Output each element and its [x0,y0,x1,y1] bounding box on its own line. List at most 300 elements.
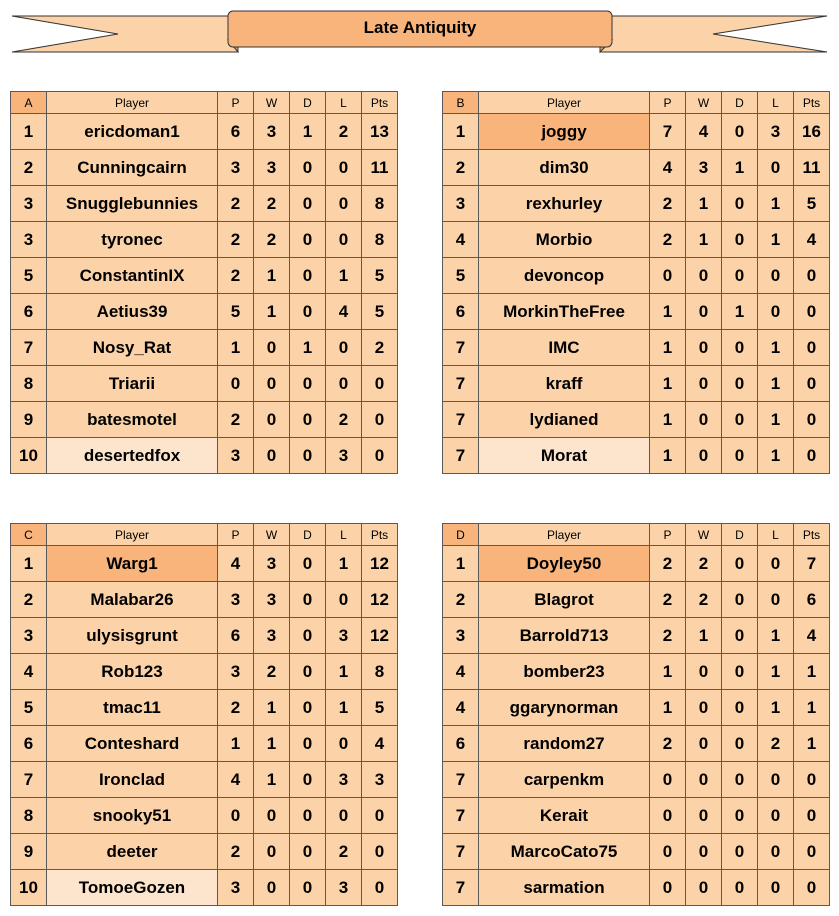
pts-cell: 0 [794,438,830,474]
p-cell: 0 [650,762,686,798]
position-cell: 1 [11,114,47,150]
position-cell: 6 [11,726,47,762]
header-row [11,524,398,546]
player-name-cell: Aetius39 [47,294,218,330]
w-cell: 3 [254,546,290,582]
player-name-cell: rexhurley [479,186,650,222]
player-name-cell: Morat [479,438,650,474]
p-cell: 2 [650,546,686,582]
table-row [443,690,830,726]
column-header-l: L [326,92,362,114]
pts-cell: 0 [794,870,830,906]
player-name-cell: MorkinTheFree [479,294,650,330]
column-header-w: W [686,524,722,546]
l-cell: 0 [758,150,794,186]
table-row [11,654,398,690]
column-header-w: W [254,524,290,546]
player-name-cell: desertedfox [47,438,218,474]
pts-cell: 0 [362,366,398,402]
position-cell: 2 [443,150,479,186]
p-cell: 2 [650,582,686,618]
pts-cell: 0 [362,834,398,870]
w-cell: 1 [686,618,722,654]
l-cell: 2 [758,726,794,762]
player-name-cell: sarmation [479,870,650,906]
d-cell: 0 [290,222,326,258]
table-row [443,834,830,870]
p-cell: 3 [218,150,254,186]
pts-cell: 3 [362,762,398,798]
w-cell: 1 [686,222,722,258]
p-cell: 1 [650,402,686,438]
d-cell: 1 [290,330,326,366]
table-row [11,762,398,798]
l-cell: 0 [758,582,794,618]
table-row [443,582,830,618]
table-row [11,618,398,654]
position-cell: 3 [11,186,47,222]
position-cell: 1 [443,546,479,582]
pts-cell: 5 [362,294,398,330]
p-cell: 0 [650,834,686,870]
player-name-cell: deeter [47,834,218,870]
d-cell: 0 [290,834,326,870]
table-row [443,222,830,258]
d-cell: 0 [290,726,326,762]
pts-cell: 0 [794,762,830,798]
table-row [11,330,398,366]
p-cell: 0 [650,798,686,834]
pts-cell: 0 [362,438,398,474]
pts-cell: 0 [794,798,830,834]
p-cell: 1 [650,438,686,474]
header-row [11,92,398,114]
position-cell: 3 [443,618,479,654]
table-row [443,294,830,330]
p-cell: 2 [650,186,686,222]
table-row [443,438,830,474]
table-row [443,798,830,834]
table-row [11,726,398,762]
w-cell: 0 [686,402,722,438]
pts-cell: 4 [794,222,830,258]
p-cell: 4 [218,546,254,582]
p-cell: 1 [218,330,254,366]
pts-cell: 0 [794,834,830,870]
p-cell: 2 [218,258,254,294]
p-cell: 4 [218,762,254,798]
d-cell: 0 [290,870,326,906]
l-cell: 1 [758,654,794,690]
d-cell: 0 [722,438,758,474]
p-cell: 0 [218,366,254,402]
d-cell: 0 [722,870,758,906]
pts-cell: 12 [362,582,398,618]
player-name-cell: lydianed [479,402,650,438]
l-cell: 2 [326,402,362,438]
table-row [443,402,830,438]
column-header-pts: Pts [362,524,398,546]
l-cell: 3 [326,870,362,906]
table-row [11,870,398,906]
position-cell: 5 [11,690,47,726]
group-table-b [442,91,830,474]
position-cell: 4 [11,654,47,690]
position-cell: 7 [443,762,479,798]
column-header-p: P [218,524,254,546]
table-row [11,582,398,618]
group-label: C [11,524,47,546]
l-cell: 0 [326,798,362,834]
l-cell: 3 [758,114,794,150]
w-cell: 0 [686,834,722,870]
player-name-cell: snooky51 [47,798,218,834]
table-row [11,834,398,870]
column-header-d: D [722,524,758,546]
d-cell: 0 [722,402,758,438]
d-cell: 0 [722,222,758,258]
l-cell: 3 [326,762,362,798]
w-cell: 2 [686,546,722,582]
column-header-l: L [326,524,362,546]
d-cell: 0 [290,366,326,402]
column-header-player: Player [479,92,650,114]
table-row [443,762,830,798]
position-cell: 7 [11,762,47,798]
w-cell: 1 [254,294,290,330]
player-name-cell: Rob123 [47,654,218,690]
d-cell: 0 [290,690,326,726]
position-cell: 6 [443,726,479,762]
l-cell: 1 [758,690,794,726]
pts-cell: 13 [362,114,398,150]
table-row [443,114,830,150]
header-row [443,524,830,546]
d-cell: 0 [290,150,326,186]
position-cell: 9 [11,834,47,870]
d-cell: 0 [290,294,326,330]
d-cell: 0 [722,726,758,762]
position-cell: 3 [11,618,47,654]
pts-cell: 11 [362,150,398,186]
l-cell: 1 [758,438,794,474]
p-cell: 1 [650,690,686,726]
l-cell: 0 [758,258,794,294]
d-cell: 0 [722,798,758,834]
table-row [11,294,398,330]
l-cell: 0 [326,366,362,402]
l-cell: 1 [326,654,362,690]
p-cell: 2 [218,690,254,726]
pts-cell: 0 [794,330,830,366]
pts-cell: 7 [794,546,830,582]
player-name-cell: batesmotel [47,402,218,438]
pts-cell: 12 [362,546,398,582]
pts-cell: 1 [794,726,830,762]
pts-cell: 4 [362,726,398,762]
table-row [11,798,398,834]
w-cell: 0 [254,330,290,366]
position-cell: 10 [11,438,47,474]
table-row [11,186,398,222]
p-cell: 7 [650,114,686,150]
player-name-cell: Doyley50 [479,546,650,582]
column-header-pts: Pts [362,92,398,114]
p-cell: 1 [218,726,254,762]
player-name-cell: Blagrot [479,582,650,618]
l-cell: 0 [758,294,794,330]
pts-cell: 6 [794,582,830,618]
d-cell: 0 [722,618,758,654]
player-name-cell: MarcoCato75 [479,834,650,870]
group-table-a [10,91,398,474]
l-cell: 1 [326,546,362,582]
position-cell: 6 [11,294,47,330]
table-row [443,654,830,690]
pts-cell: 0 [362,402,398,438]
w-cell: 3 [686,150,722,186]
player-name-cell: Barrold713 [479,618,650,654]
position-cell: 2 [11,150,47,186]
l-cell: 2 [326,834,362,870]
p-cell: 1 [650,330,686,366]
w-cell: 3 [254,582,290,618]
position-cell: 2 [443,582,479,618]
l-cell: 1 [758,186,794,222]
w-cell: 0 [686,654,722,690]
p-cell: 4 [650,150,686,186]
w-cell: 0 [254,402,290,438]
column-header-p: P [650,92,686,114]
group-label: A [11,92,47,114]
d-cell: 0 [722,186,758,222]
player-name-cell: devoncop [479,258,650,294]
w-cell: 0 [254,366,290,402]
player-name-cell: Morbio [479,222,650,258]
l-cell: 0 [758,834,794,870]
player-name-cell: Warg1 [47,546,218,582]
pts-cell: 5 [794,186,830,222]
position-cell: 1 [443,114,479,150]
p-cell: 2 [218,834,254,870]
group-table-d [442,523,830,906]
player-name-cell: dim30 [479,150,650,186]
column-header-pts: Pts [794,92,830,114]
p-cell: 2 [650,222,686,258]
table-row [443,150,830,186]
d-cell: 0 [290,618,326,654]
column-header-d: D [290,92,326,114]
d-cell: 0 [290,582,326,618]
p-cell: 6 [218,114,254,150]
d-cell: 0 [722,330,758,366]
position-cell: 7 [443,366,479,402]
pts-cell: 1 [794,654,830,690]
l-cell: 0 [326,582,362,618]
pts-cell: 0 [794,258,830,294]
w-cell: 0 [686,690,722,726]
table-row [443,330,830,366]
pts-cell: 0 [794,366,830,402]
player-name-cell: random27 [479,726,650,762]
table-row [443,726,830,762]
column-header-player: Player [47,92,218,114]
d-cell: 0 [722,258,758,294]
position-cell: 4 [443,222,479,258]
table-row [11,690,398,726]
w-cell: 0 [686,258,722,294]
w-cell: 1 [254,690,290,726]
w-cell: 1 [254,762,290,798]
position-cell: 7 [443,834,479,870]
w-cell: 2 [254,222,290,258]
player-name-cell: ggarynorman [479,690,650,726]
player-name-cell: ericdoman1 [47,114,218,150]
group-label: D [443,524,479,546]
l-cell: 3 [326,438,362,474]
pts-cell: 0 [794,402,830,438]
l-cell: 2 [326,114,362,150]
l-cell: 0 [326,186,362,222]
w-cell: 3 [254,150,290,186]
pts-cell: 5 [362,258,398,294]
l-cell: 0 [758,546,794,582]
w-cell: 0 [686,366,722,402]
l-cell: 1 [326,690,362,726]
table-row [443,870,830,906]
w-cell: 0 [686,438,722,474]
l-cell: 1 [758,330,794,366]
p-cell: 1 [650,366,686,402]
column-header-pts: Pts [794,524,830,546]
table-row [11,546,398,582]
w-cell: 3 [254,618,290,654]
p-cell: 1 [650,654,686,690]
d-cell: 1 [722,294,758,330]
player-name-cell: TomoeGozen [47,870,218,906]
d-cell: 0 [290,402,326,438]
position-cell: 7 [443,402,479,438]
w-cell: 0 [686,726,722,762]
pts-cell: 0 [362,870,398,906]
column-header-d: D [290,524,326,546]
column-header-w: W [686,92,722,114]
player-name-cell: carpenkm [479,762,650,798]
l-cell: 0 [326,726,362,762]
player-name-cell: Snugglebunnies [47,186,218,222]
d-cell: 1 [722,150,758,186]
d-cell: 0 [722,762,758,798]
player-name-cell: tmac11 [47,690,218,726]
p-cell: 2 [218,222,254,258]
d-cell: 0 [722,834,758,870]
w-cell: 1 [254,258,290,294]
l-cell: 0 [758,798,794,834]
p-cell: 3 [218,870,254,906]
w-cell: 1 [686,186,722,222]
position-cell: 7 [443,330,479,366]
player-name-cell: Conteshard [47,726,218,762]
position-cell: 2 [11,582,47,618]
column-header-p: P [218,92,254,114]
d-cell: 0 [722,654,758,690]
position-cell: 3 [11,222,47,258]
position-cell: 5 [11,258,47,294]
d-cell: 0 [290,546,326,582]
w-cell: 2 [686,582,722,618]
position-cell: 3 [443,186,479,222]
pts-cell: 8 [362,222,398,258]
p-cell: 2 [650,618,686,654]
d-cell: 0 [722,546,758,582]
d-cell: 0 [290,798,326,834]
l-cell: 4 [326,294,362,330]
p-cell: 3 [218,654,254,690]
l-cell: 1 [758,618,794,654]
position-cell: 8 [11,366,47,402]
player-name-cell: Nosy_Rat [47,330,218,366]
d-cell: 0 [290,654,326,690]
w-cell: 2 [254,186,290,222]
w-cell: 0 [254,834,290,870]
column-header-d: D [722,92,758,114]
d-cell: 0 [722,366,758,402]
w-cell: 0 [254,870,290,906]
w-cell: 4 [686,114,722,150]
position-cell: 1 [11,546,47,582]
player-name-cell: ConstantinIX [47,258,218,294]
p-cell: 0 [218,798,254,834]
column-header-w: W [254,92,290,114]
pts-cell: 2 [362,330,398,366]
position-cell: 8 [11,798,47,834]
position-cell: 9 [11,402,47,438]
table-row [443,186,830,222]
w-cell: 1 [254,726,290,762]
player-name-cell: Kerait [479,798,650,834]
header-row [443,92,830,114]
l-cell: 0 [758,870,794,906]
group-table-c [10,523,398,906]
column-header-p: P [650,524,686,546]
p-cell: 3 [218,438,254,474]
w-cell: 0 [686,294,722,330]
w-cell: 0 [686,762,722,798]
player-name-cell: Triarii [47,366,218,402]
w-cell: 0 [686,330,722,366]
table-row [11,402,398,438]
d-cell: 1 [290,114,326,150]
player-name-cell: Ironclad [47,762,218,798]
position-cell: 5 [443,258,479,294]
pts-cell: 0 [794,294,830,330]
d-cell: 0 [290,258,326,294]
pts-cell: 0 [362,798,398,834]
player-name-cell: kraff [479,366,650,402]
w-cell: 0 [686,798,722,834]
l-cell: 3 [326,618,362,654]
position-cell: 7 [11,330,47,366]
position-cell: 7 [443,870,479,906]
d-cell: 0 [290,438,326,474]
d-cell: 0 [290,186,326,222]
d-cell: 0 [290,762,326,798]
w-cell: 3 [254,114,290,150]
l-cell: 0 [758,762,794,798]
position-cell: 7 [443,798,479,834]
d-cell: 0 [722,114,758,150]
player-name-cell: joggy [479,114,650,150]
